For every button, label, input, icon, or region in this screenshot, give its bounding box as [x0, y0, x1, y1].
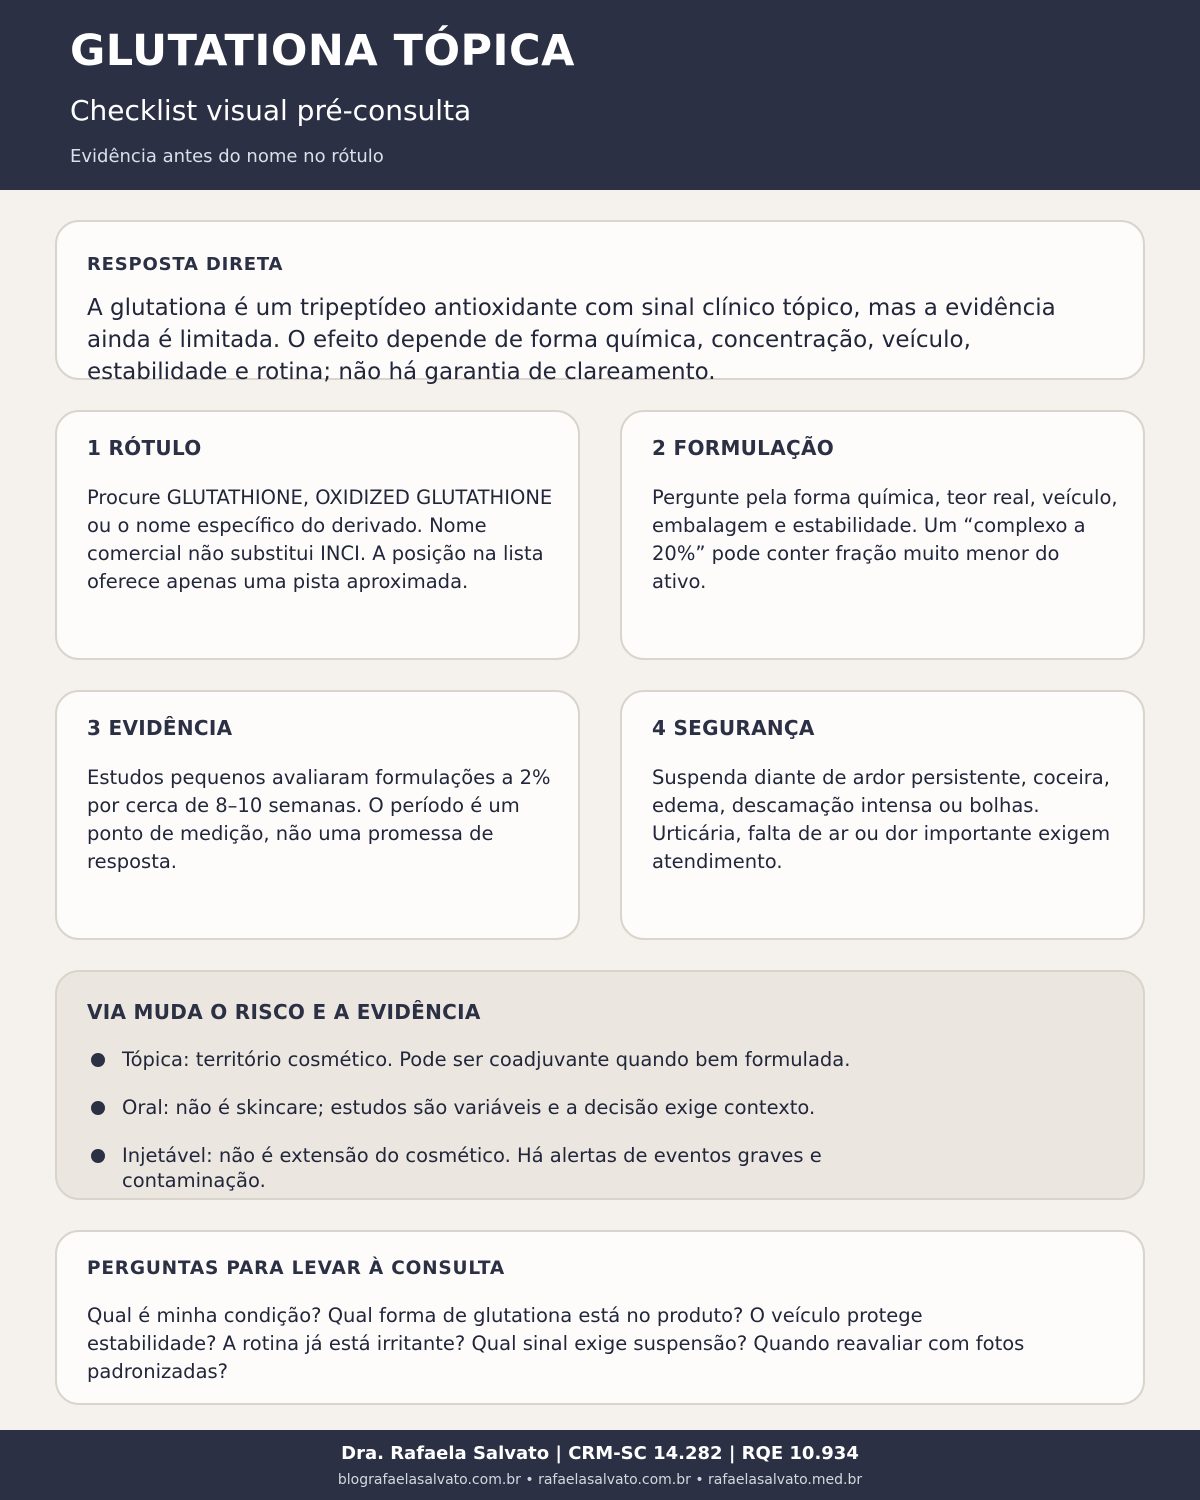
- website-links: blografaelasalvato.com.br • rafaelasalvato.com.br • rafaelasalvato.med.br: [337, 1472, 863, 1488]
- step-card-formulacao: [620, 410, 1145, 660]
- step-card-evidencia: [55, 690, 580, 940]
- list-item: [87, 1143, 923, 1193]
- step-text: Estudos pequenos avaliaram formulações a 2% por cerca de 8–10 semanas. O período é um ponto de medição, não uma promessa de resposta.: [87, 766, 551, 873]
- list-item: [87, 1047, 923, 1072]
- step-text: Pergunte pela forma química, teor real, veículo, embalagem e estabilidade. Um “complexo a 20%” pode conter fração muito menor do ativo.: [652, 486, 1118, 593]
- page-footer: [0, 1430, 1200, 1500]
- routes-card: [55, 970, 1145, 1200]
- step-heading: 1 RÓTULO: [87, 436, 202, 460]
- page-subtitle: Checklist visual pré-consulta: [70, 94, 472, 127]
- bullet-icon: [91, 1101, 105, 1115]
- step-text: Procure GLUTATHIONE, OXIDIZED GLUTATHIONE ou o nome específico do derivado. Nome comercial não substitui INCI. A posição na lista oferece apenas uma pista aproximada.: [87, 486, 553, 593]
- bullet-icon: [91, 1149, 105, 1163]
- direct-answer-heading: RESPOSTA DIRETA: [87, 254, 284, 275]
- page-title: GLUTATIONA TÓPICA: [70, 26, 575, 76]
- step-card-rotulo: [55, 410, 580, 660]
- list-item: [87, 1095, 923, 1120]
- step-heading: 4 SEGURANÇA: [652, 716, 815, 740]
- direct-answer-card: [55, 220, 1145, 385]
- page-header: [0, 0, 1200, 190]
- routes-heading: VIA MUDA O RISCO E A EVIDÊNCIA: [87, 1000, 481, 1024]
- route-text: Tópica: território cosmético. Pode ser coadjuvante quando bem formulada.: [122, 1048, 851, 1071]
- direct-answer-text: A glutationa é um tripeptídeo antioxidante com sinal clínico tópico, mas a evidência ainda é limitada. O efeito depende de forma química, concentração, veículo, estabilidade e rotina; não há garantia de clareamento.: [87, 295, 1056, 385]
- step-card-seguranca: [620, 690, 1145, 940]
- author-credit: Dra. Rafaela Salvato | CRM-SC 14.282 | RQE 10.934: [341, 1443, 859, 1464]
- bullet-icon: [91, 1053, 105, 1067]
- questions-text: Qual é minha condição? Qual forma de glutationa está no produto? O veículo protege estabilidade? A rotina já está irritante? Qual sinal exige suspensão? Quando reavaliar com fotos padronizadas?: [87, 1304, 1025, 1383]
- route-text: Oral: não é skincare; estudos são variáveis e a decisão exige contexto.: [122, 1096, 816, 1119]
- step-text: Suspenda diante de ardor persistente, coceira, edema, descamação intensa ou bolhas. Urticária, falta de ar ou dor importante exigem atendimento.: [652, 766, 1111, 873]
- page-tagline: Evidência antes do nome no rótulo: [70, 146, 384, 167]
- questions-card: [55, 1230, 1145, 1405]
- step-heading: 2 FORMULAÇÃO: [652, 436, 835, 460]
- step-heading: 3 EVIDÊNCIA: [87, 716, 233, 740]
- questions-heading: PERGUNTAS PARA LEVAR À CONSULTA: [87, 1258, 505, 1279]
- route-text: Injetável: não é extensão do cosmético. Há alertas de eventos graves e contaminação.: [122, 1144, 822, 1192]
